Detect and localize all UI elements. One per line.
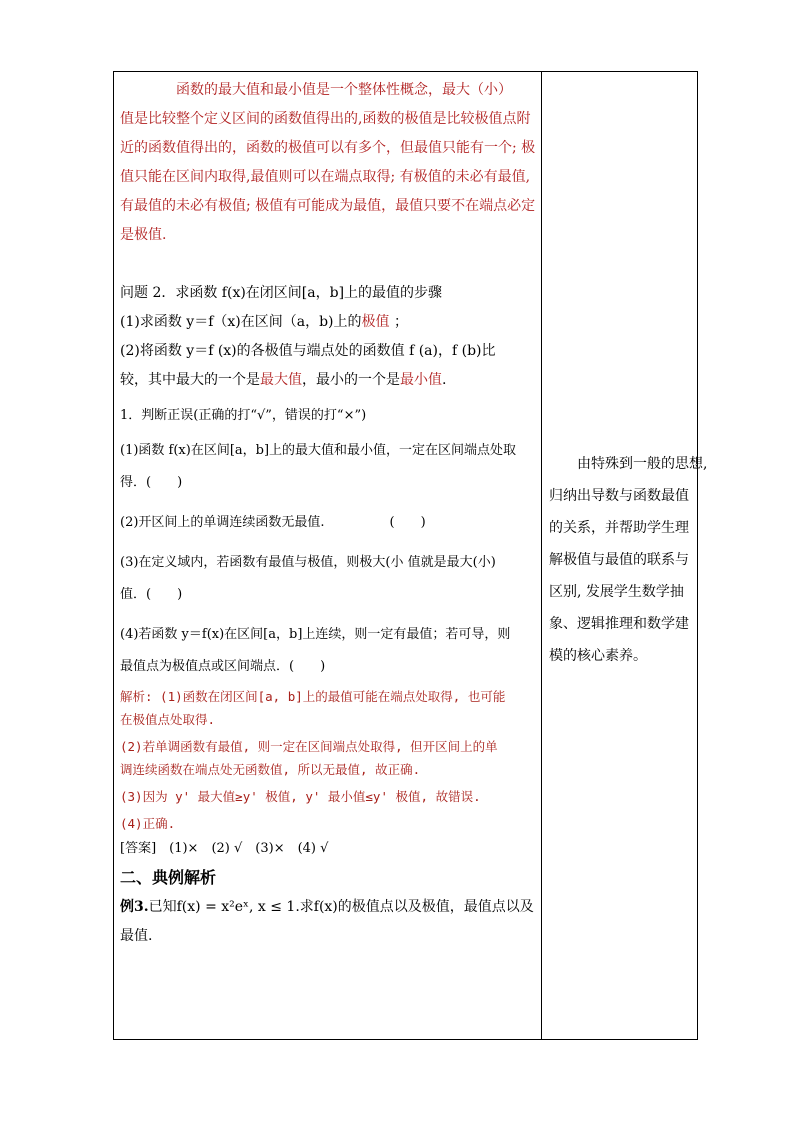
intro-line: 有最值的未必有极值; 极值有可能成为最值，最值只要不在端点必定 [120, 198, 536, 214]
step1-highlight: 极值 [361, 314, 390, 330]
judge-block [120, 401, 534, 683]
step2-min: 最小值 [400, 372, 442, 388]
intro-line: 值只能在区间内取得,最值则可以在端点取得; 有极值的未必有最值, [120, 169, 531, 185]
intro-line: 值是比较整个定义区间的函数值得出的,函数的极值是比较极值点附 [120, 111, 531, 127]
column-divider [541, 72, 542, 1039]
judge-q4-line2: 最值点为极值点或区间端点．( ) [120, 659, 326, 674]
judge-q4-line1: (4)若函数 y＝f(x)在区间[a，b]上连续，则一定有最值；若可导，则 [120, 627, 511, 642]
analysis-line4: 调连续函数在端点处无函数值, 所以无最值, 故正确. [120, 762, 421, 777]
intro-paragraph [120, 76, 534, 250]
step2-text-c: ，最小的一个是 [302, 372, 400, 388]
step2-text-e: . [442, 372, 447, 388]
side-note-line: 的关系，并帮助学生理 [549, 520, 689, 536]
intro-line: 是极值. [120, 227, 167, 243]
problem2-step2-line1: (2)将函数 y＝f (x)的各极值与端点处的函数值 f (a)，f (b)比 [120, 343, 496, 359]
example3-line2: 最值. [120, 928, 153, 944]
judge-title: 1．判断正误(正确的打“√”，错误的打“×”) [120, 408, 367, 423]
lesson-table [113, 71, 708, 1040]
judge-q2: (2)开区间上的单调连续函数无最值. ( ) [120, 515, 426, 530]
analysis-label: 解析: [120, 689, 153, 704]
section-heading: 二、典例解析 [120, 868, 217, 887]
judge-q1-line1: (1)函数 f(x)在区间[a，b]上的最大值和最小值，一定在区间端点处取 [120, 443, 517, 458]
judge-q3-line1: (3)在定义域内，若函数有最值与极值，则极大(小 值就是最大(小) [120, 555, 496, 570]
side-note-line: 模的核心素养。 [549, 648, 647, 664]
analysis-line6: (4)正确. [120, 816, 176, 831]
judge-q3-line2: 值．( ) [120, 587, 183, 602]
side-note-line: 由特殊到一般的思想, [549, 456, 708, 472]
analysis-text: (1)函数在闭区间[a, b]上的最值可能在端点处取得, 也可能 [152, 689, 506, 704]
analysis-line2: 在极值点处取得. [120, 712, 216, 727]
judge-q1-line2: 得．( ) [120, 475, 183, 490]
answer-line: [答案] (1)× (2) √ (3)× (4) √ [120, 841, 329, 856]
analysis-block [120, 685, 534, 835]
side-note-line: 解极值与最值的联系与 [549, 552, 689, 568]
main-column [120, 76, 534, 951]
step1-prefix: (1)求函数 y＝f（x)在区间（a，b)上的 [120, 314, 362, 330]
analysis-line1 [120, 685, 534, 708]
side-note-line: 归纳出导数与函数最值 [549, 488, 689, 504]
step1-suffix: ； [389, 314, 408, 330]
analysis-line3: (2)若单调函数有最值, 则一定在区间端点处取得, 但开区间上的单 [120, 739, 498, 754]
step2-max: 最大值 [260, 372, 302, 388]
side-note-line: 区别, 发展学生数学抽 [549, 584, 684, 600]
step2-text-a: 较，其中最大的一个是 [120, 372, 260, 388]
example3-line1 [120, 893, 534, 922]
side-note-line: 象、逻辑推理和数学建 [549, 616, 689, 632]
example3-label: 例3. [120, 899, 149, 915]
problem2-step1 [120, 308, 534, 337]
intro-line: 函数的最大值和最小值是一个整体性概念，最大（小） [120, 82, 512, 98]
intro-line: 近的函数值得出的，函数的极值可以有多个，但最值只能有一个; 极 [120, 140, 536, 156]
side-note-column [549, 448, 708, 672]
analysis-line5: (3)因为 y' 最大值≥y' 极值, y' 最小值≤y' 极值, 故错误. [120, 789, 481, 804]
problem2-title: 问题 2．求函数 f(x)在闭区间[a，b]上的最值的步骤 [120, 285, 443, 301]
problem2-step2-line2 [120, 366, 534, 395]
example3-text: 已知f(x) = x²eˣ, x ≤ 1.求f(x)的极值点以及极值，最值点以及 [148, 899, 534, 915]
